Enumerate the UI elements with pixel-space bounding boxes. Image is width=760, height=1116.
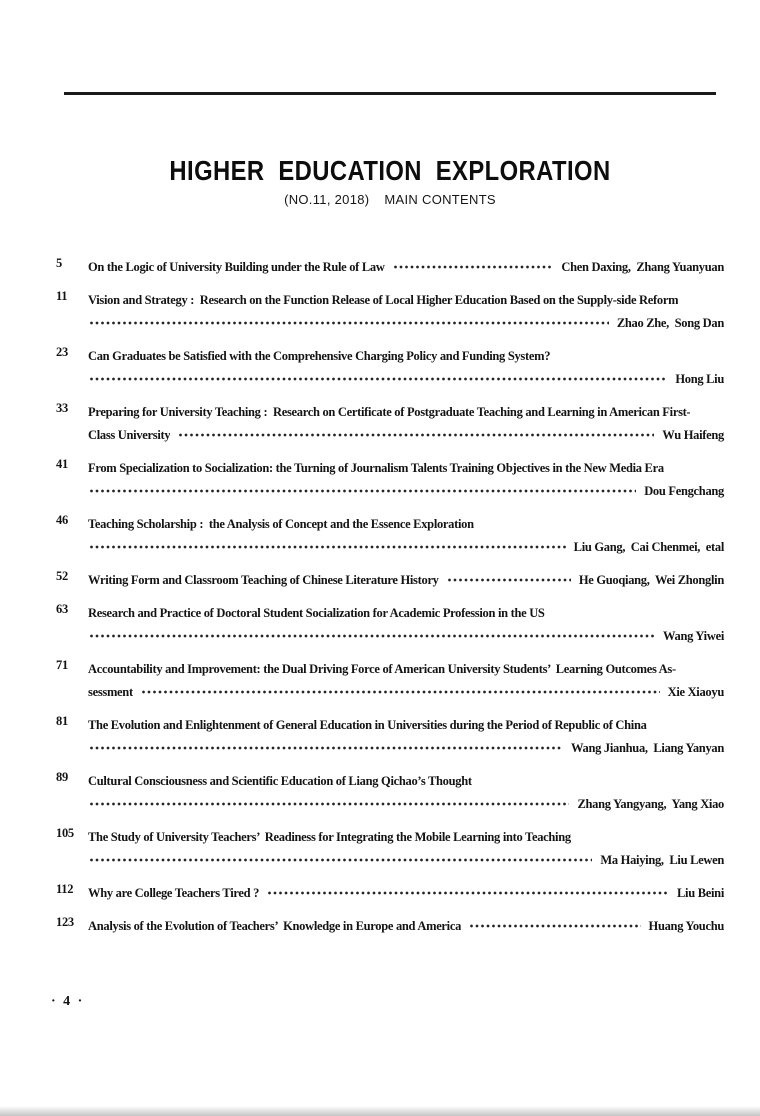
entry-authors: Dou Fengchang	[644, 484, 724, 498]
entry-page-number: 112	[56, 882, 74, 896]
entry-title: Accountability and Improvement: the Dual Driving Force of American University Students’ Learning Outcomes As-	[88, 662, 676, 676]
entry-title: The Evolution and Enlightenment of General Education in Universities during the Period of Republic of China	[88, 718, 647, 732]
entry-page-number: 23	[56, 345, 68, 359]
entry-authors: Liu Beini	[677, 886, 724, 900]
entry-authors: Huang Youchu	[648, 919, 724, 933]
toc-entry-89	[56, 770, 724, 816]
entry-page-number: 63	[56, 602, 68, 616]
toc-entry-41	[56, 457, 724, 503]
entry-page-number: 11	[56, 289, 68, 303]
entry-authors: Wang Jianhua, Liang Yanyan	[571, 741, 724, 755]
dot-leader	[89, 487, 636, 495]
entry-page-number: 52	[56, 569, 68, 583]
scan-bottom-edge	[0, 1106, 760, 1116]
entry-page-number: 123	[56, 915, 74, 929]
dot-leader	[141, 688, 660, 696]
toc-entry-112	[56, 882, 724, 905]
entry-page-number: 71	[56, 658, 68, 672]
toc-entry-46	[56, 513, 724, 559]
entry-title-continuation: Class University	[88, 428, 171, 442]
dot-leader	[89, 856, 592, 864]
entry-page-number: 89	[56, 770, 68, 784]
toc-entry-23	[56, 345, 724, 391]
masthead	[56, 155, 724, 208]
entry-page-number: 33	[56, 401, 68, 415]
entry-title: Research and Practice of Doctoral Student Socialization for Academic Profession in the US	[88, 606, 545, 620]
entry-authors: Xie Xiaoyu	[667, 685, 724, 699]
table-of-contents	[56, 256, 724, 938]
entry-authors: Wang Yiwei	[662, 629, 724, 643]
dot-leader	[89, 800, 569, 808]
entry-authors: Wu Haifeng	[662, 428, 724, 442]
entry-title: Writing Form and Classroom Teaching of Chinese Literature History	[88, 573, 439, 587]
toc-entry-105	[56, 826, 724, 872]
entry-authors: Zhang Yangyang, Yang Xiao	[577, 797, 724, 811]
dot-leader	[89, 319, 609, 327]
toc-entry-5	[56, 256, 724, 279]
dot-leader	[447, 576, 571, 584]
dot-leader	[267, 889, 669, 897]
toc-entry-123	[56, 915, 724, 938]
dot-leader	[178, 431, 654, 439]
toc-entry-81	[56, 714, 724, 760]
dot-leader	[89, 543, 566, 551]
page-footer-number: · 4 ·	[51, 994, 85, 1009]
dot-leader	[89, 744, 563, 752]
entry-authors: Chen Daxing, Zhang Yuanyuan	[561, 260, 724, 274]
toc-entry-52	[56, 569, 724, 592]
entry-page-number: 5	[56, 256, 62, 270]
toc-entry-63	[56, 602, 724, 648]
entry-page-number: 81	[56, 714, 68, 728]
entry-authors: Ma Haiying, Liu Lewen	[600, 853, 724, 867]
entry-page-number: 46	[56, 513, 68, 527]
entry-title: Why are College Teachers Tired ?	[88, 886, 260, 900]
dot-leader	[469, 922, 640, 930]
entry-authors: Liu Gang, Cai Chenmei, etal	[573, 540, 724, 554]
journal-contents-page	[0, 92, 760, 1010]
entry-authors: He Guoqiang, Wei Zhonglin	[578, 573, 724, 587]
entry-title: Can Graduates be Satisfied with the Comprehensive Charging Policy and Funding System?	[88, 349, 551, 363]
entry-title: From Specialization to Socialization: the Turning of Journalism Talents Training Objectives in the New Media Era	[88, 461, 664, 475]
entry-authors: Zhao Zhe, Song Dan	[616, 316, 724, 330]
entry-authors: Hong Liu	[675, 372, 724, 386]
toc-entry-71	[56, 658, 724, 704]
entry-title: Analysis of the Evolution of Teachers’ Knowledge in Europe and America	[88, 919, 462, 933]
entry-title: The Study of University Teachers’ Readiness for Integrating the Mobile Learning into Teaching	[88, 830, 571, 844]
journal-title: HIGHER EDUCATION EXPLORATION	[169, 155, 611, 186]
entry-title: Teaching Scholarship : the Analysis of Concept and the Essence Exploration	[88, 517, 474, 531]
top-rule	[64, 92, 716, 95]
toc-entry-11	[56, 289, 724, 335]
entry-page-number: 41	[56, 457, 68, 471]
entry-title-continuation: sessment	[88, 685, 133, 699]
entry-title: On the Logic of University Building under the Rule of Law	[88, 260, 385, 274]
dot-leader	[393, 263, 554, 271]
entry-title: Preparing for University Teaching : Research on Certificate of Postgraduate Teaching and Learning in American First-	[88, 405, 691, 419]
toc-entry-33	[56, 401, 724, 447]
entry-title: Vision and Strategy : Research on the Function Release of Local Higher Education Based on the Supply-side Reform	[88, 293, 679, 307]
entry-title: Cultural Consciousness and Scientific Education of Liang Qichao’s Thought	[88, 774, 472, 788]
entry-page-number: 105	[56, 826, 74, 840]
dot-leader	[89, 375, 667, 383]
issue-number: (NO.11, 2018)	[284, 192, 370, 207]
contents-label: MAIN CONTENTS	[384, 192, 496, 207]
dot-leader	[89, 632, 655, 640]
issue-subtitle	[56, 192, 724, 208]
